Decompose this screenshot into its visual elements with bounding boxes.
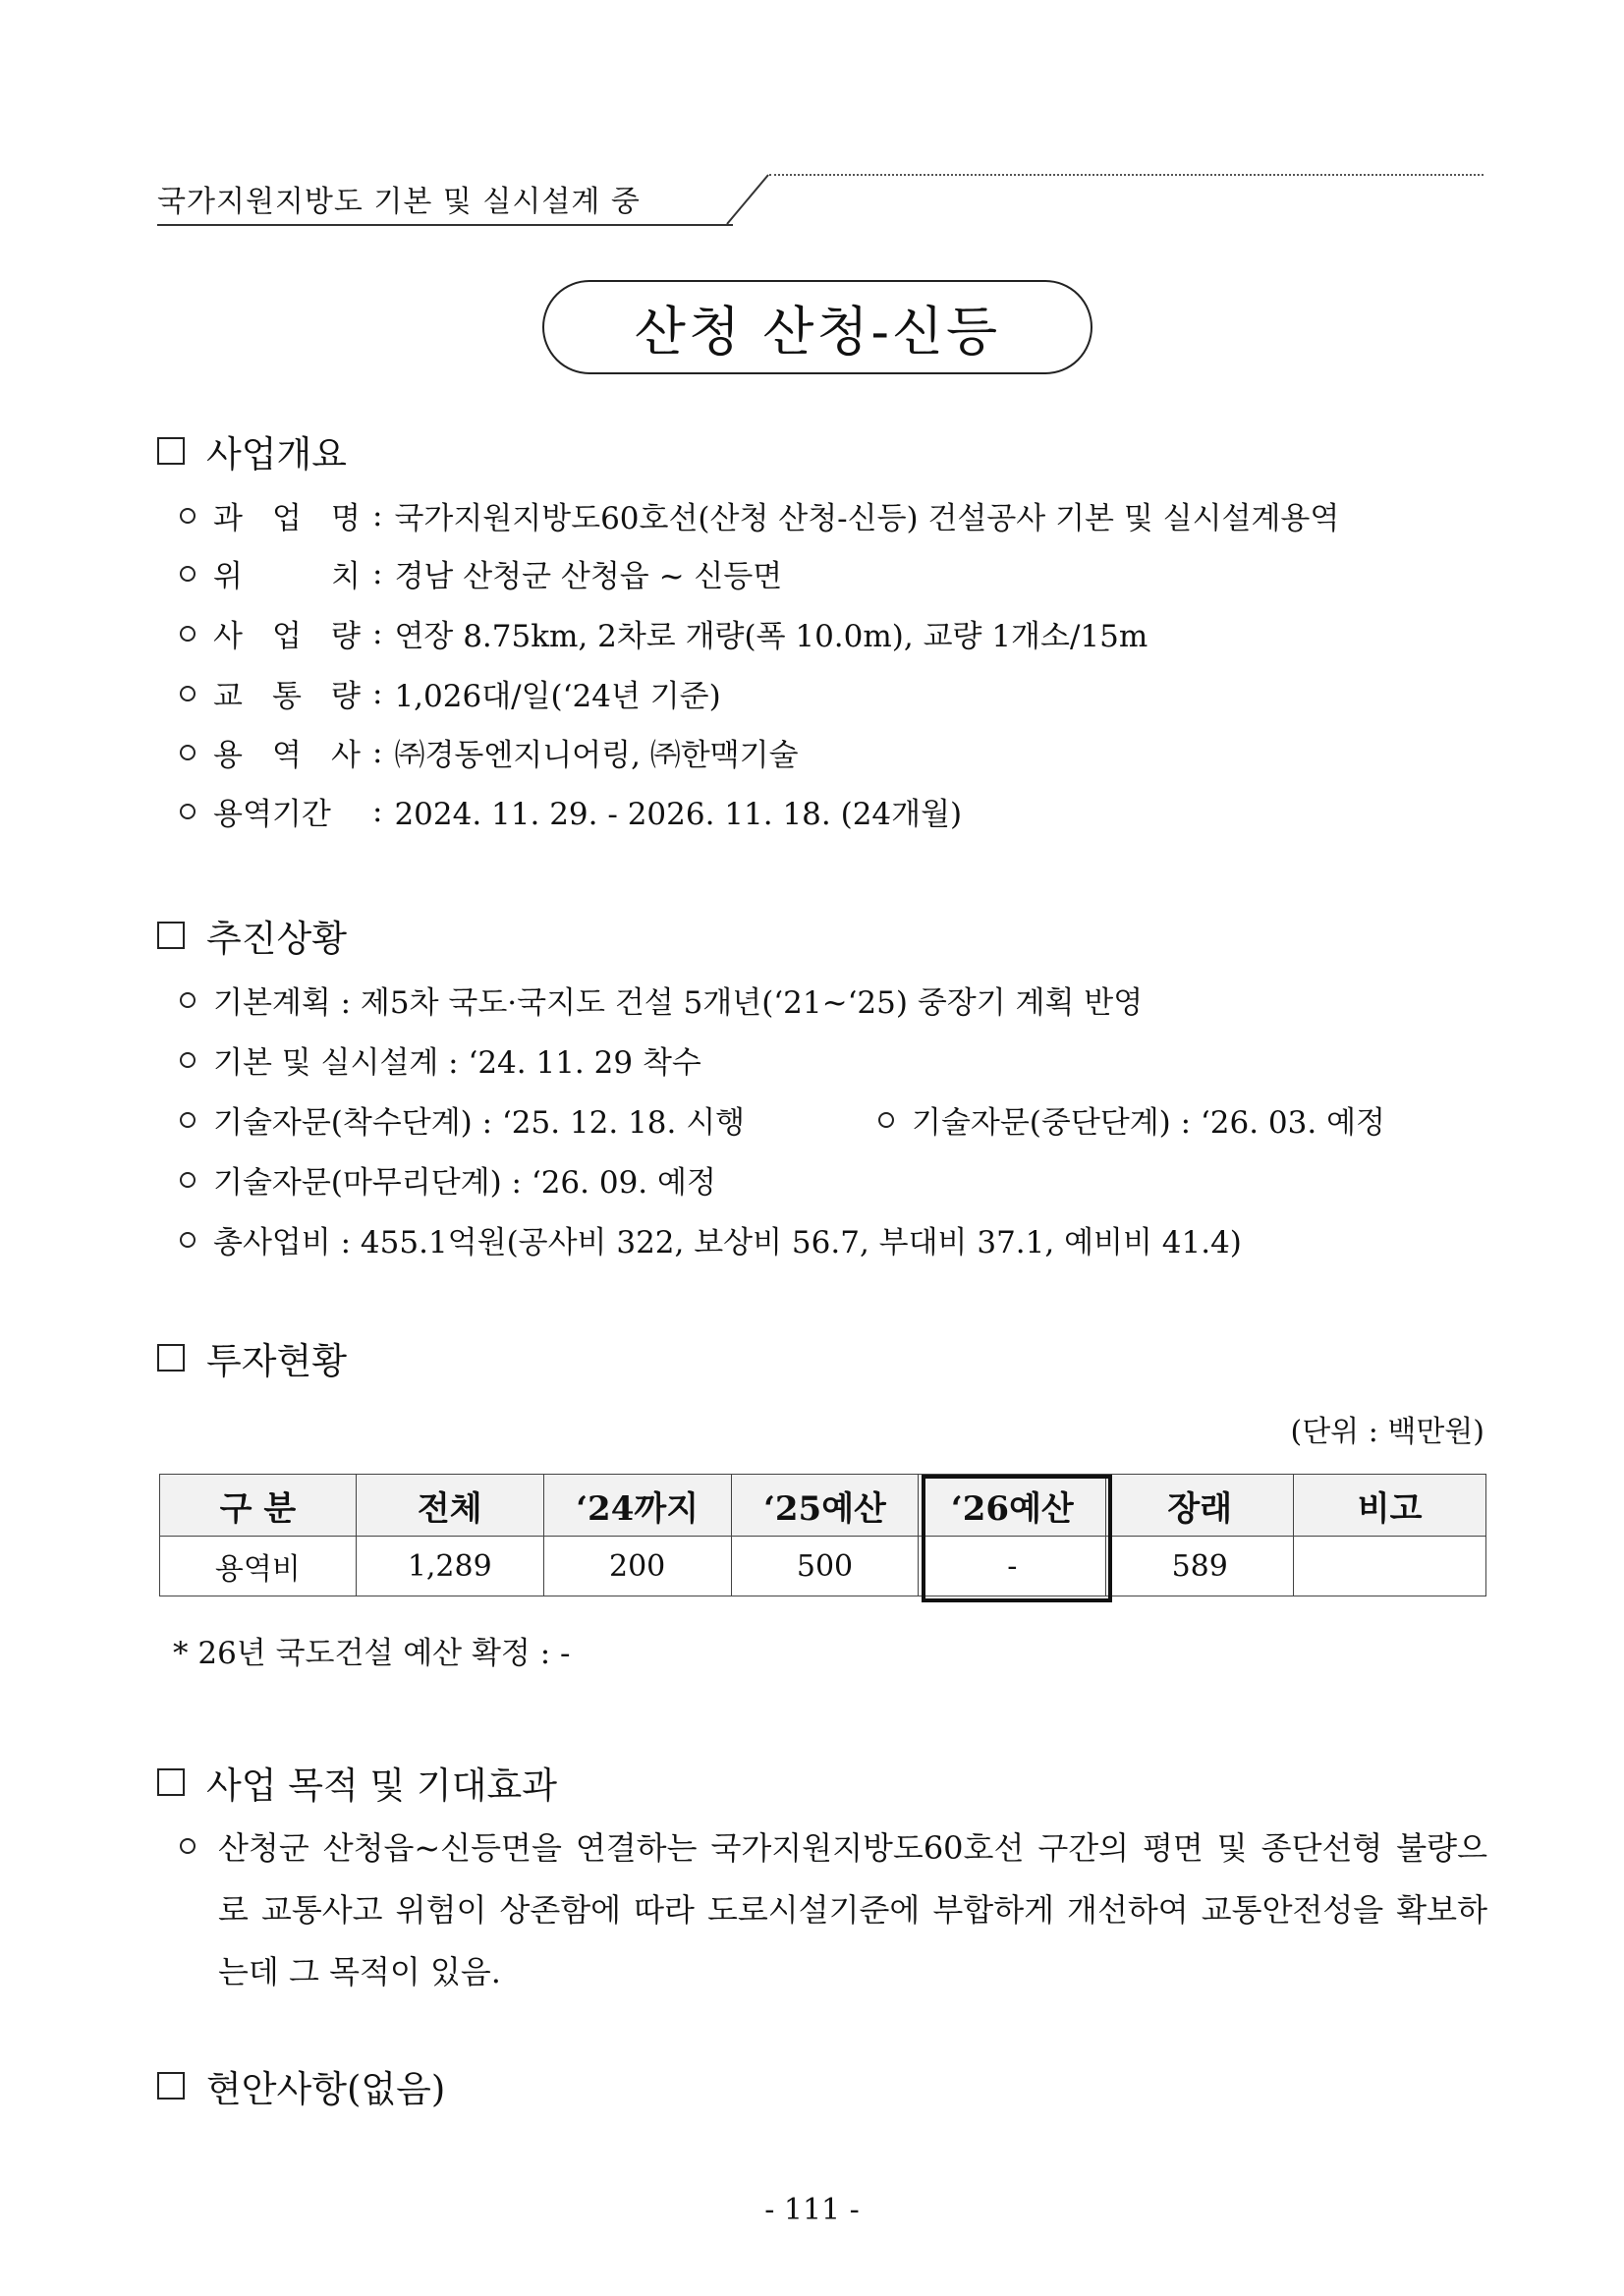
overview-item-contractor: 용 역 사 : ㈜경동엔지니어링, ㈜한맥기술 — [180, 730, 799, 774]
overview-item-name: 과 업 명 : 국가지원지방도60호선(산청 산청-신등) 건설공사 기본 및 실시설계용역 — [180, 493, 1339, 537]
table-cell: 589 — [1106, 1537, 1294, 1596]
page-number: - 111 - — [764, 2193, 860, 2227]
overview-item-scope: 사 업 량 : 연장 8.75km, 2차로 개량(폭 10.0m), 교량 1개소/15m — [180, 611, 1148, 655]
circle-bullet-icon — [180, 508, 196, 524]
checkbox-square-icon — [157, 1344, 185, 1372]
table-header-cell: 비고 — [1294, 1475, 1486, 1537]
section-heading-purpose: 사업 목적 및 기대효과 — [157, 1756, 557, 1809]
circle-bullet-icon — [180, 1232, 196, 1248]
running-header-dotted-rule — [769, 174, 1484, 176]
table-row — [160, 1537, 1486, 1596]
table-header-cell: ‘24까지 — [543, 1475, 731, 1537]
purpose-paragraph: 산청군 산청읍~신등면을 연결하는 국가지원지방도60호선 구간의 평면 및 종단선형 불량으로 교통사고 위험이 상존함에 따라 도로시설기준에 부합하게 개선하여 교통안전성을 확보하는데 그 목적이 있음. — [218, 1829, 1487, 1990]
table-cell: 용역비 — [160, 1537, 357, 1596]
circle-bullet-icon — [180, 566, 196, 582]
progress-item-advisory-start: 기술자문(착수단계) : ‘25. 12. 18. 시행 — [180, 1097, 745, 1142]
page-title: 산청 산청-신등 — [542, 280, 1092, 374]
table-header-cell: 전체 — [356, 1475, 543, 1537]
overview-item-location: 위 치 : 경남 산청군 산청읍 ~ 신등면 — [180, 551, 782, 595]
table-cell: 500 — [731, 1537, 919, 1596]
header-slash-decoration — [723, 167, 772, 226]
section-heading-overview: 사업개요 — [157, 424, 347, 477]
checkbox-square-icon — [157, 437, 185, 465]
circle-bullet-icon — [180, 1172, 196, 1188]
progress-item-advisory-final: 기술자문(마무리단계) : ‘26. 09. 예정 — [180, 1157, 716, 1202]
checkbox-square-icon — [157, 922, 185, 949]
table-header-cell: ‘25예산 — [731, 1475, 919, 1537]
progress-item-total-cost: 총사업비 : 455.1억원(공사비 322, 보상비 56.7, 부대비 37.1, 예비비 41.4) — [180, 1217, 1242, 1261]
circle-bullet-icon — [180, 1838, 196, 1854]
circle-bullet-icon — [180, 1112, 196, 1128]
unit-label: (단위 : 백만원) — [1290, 1415, 1484, 1449]
circle-bullet-icon — [180, 804, 196, 819]
table-header-cell: 구 분 — [160, 1475, 357, 1537]
circle-bullet-icon — [180, 1052, 196, 1068]
checkbox-square-icon — [157, 2072, 185, 2100]
overview-item-period: 용역기간 : 2024. 11. 29. - 2026. 11. 18. (24개월) — [180, 789, 962, 833]
running-header: 국가지원지방도 기본 및 실시설계 중 — [157, 185, 641, 219]
progress-item-advisory-mid: 기술자문(중단단계) : ‘26. 03. 예정 — [878, 1097, 1385, 1142]
section-heading-issues: 현안사항(없음) — [157, 2059, 445, 2112]
circle-bullet-icon — [180, 626, 196, 642]
progress-item-design: 기본 및 실시설계 : ‘24. 11. 29 착수 — [180, 1037, 701, 1082]
table-header-row — [160, 1475, 1486, 1537]
section-heading-investment: 투자현황 — [157, 1331, 347, 1384]
circle-bullet-icon — [878, 1112, 894, 1128]
investment-table — [159, 1474, 1486, 1596]
checkbox-square-icon — [157, 1768, 185, 1796]
section-heading-progress: 추진상황 — [157, 909, 347, 962]
budget-note: * 26년 국도건설 예산 확정 : - — [173, 1636, 571, 1671]
overview-item-traffic: 교 통 량 : 1,026대/일(‘24년 기준) — [180, 671, 721, 715]
circle-bullet-icon — [180, 745, 196, 760]
table-header-cell: ‘26예산 — [919, 1475, 1106, 1537]
table-cell: 200 — [543, 1537, 731, 1596]
table-cell — [1294, 1537, 1486, 1596]
progress-item-basic-plan: 기본계획 : 제5차 국도·국지도 건설 5개년(‘21~‘25) 중장기 계획 반영 — [180, 978, 1143, 1022]
highlighted-column-frame — [922, 1475, 1112, 1602]
table-cell: 1,289 — [356, 1537, 543, 1596]
circle-bullet-icon — [180, 686, 196, 701]
circle-bullet-icon — [180, 992, 196, 1008]
table-cell: - — [919, 1537, 1106, 1596]
table-header-cell: 장래 — [1106, 1475, 1294, 1537]
running-header-rule — [157, 224, 733, 226]
